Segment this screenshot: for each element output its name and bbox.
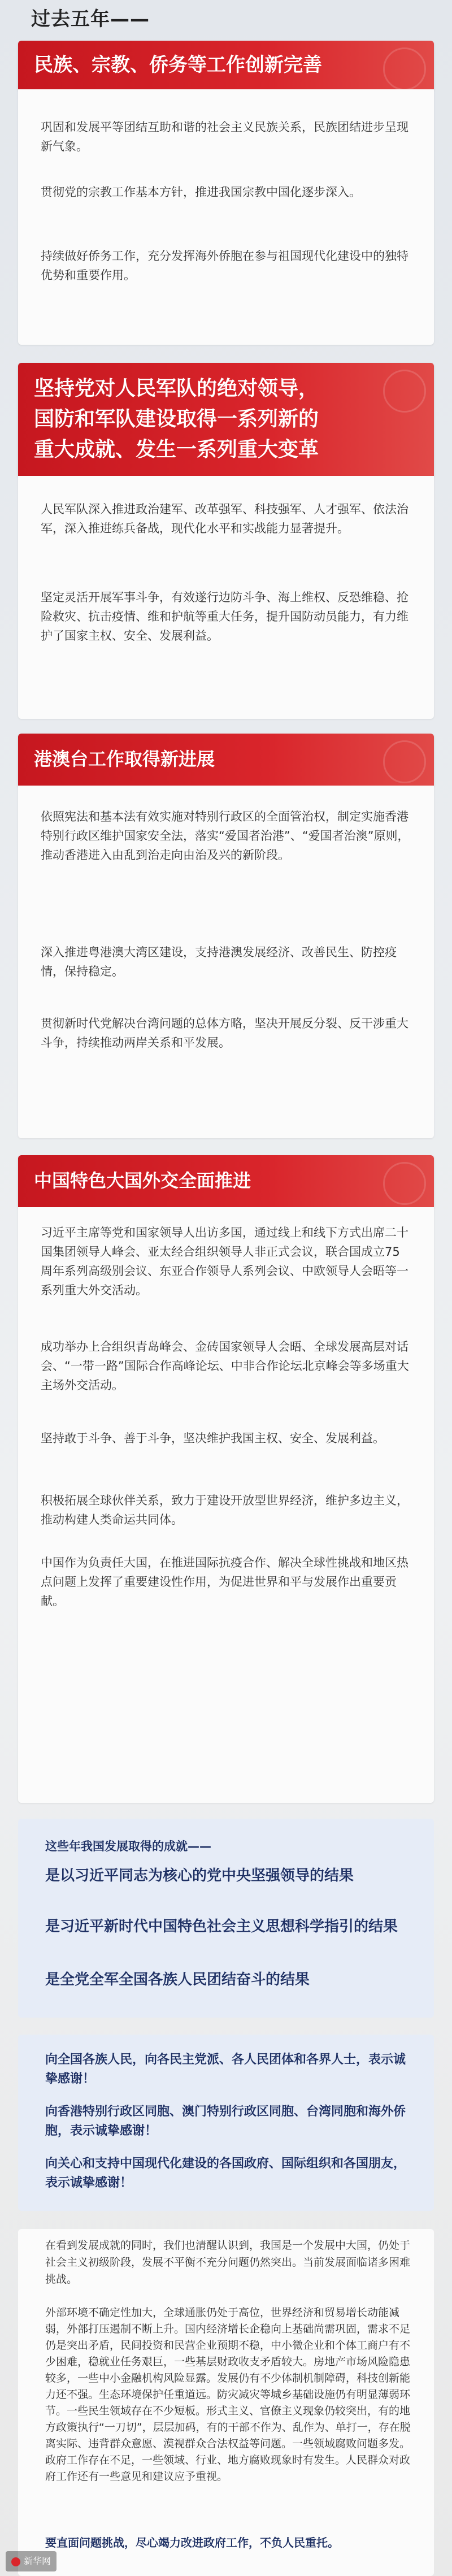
paragraph: 人民军队深入推进政治建军、改革强军、科技强军、人才强军、依法治军，深入推进练兵备战，现代化水平和实战能力显著提升。	[41, 502, 408, 535]
banner-line: 中国特色大国外交全面推进	[34, 1170, 251, 1191]
page-title: 过去五年——	[31, 8, 150, 31]
paragraph: 持续做好侨务工作，充分发挥海外侨胞在参与祖国现代化建设中的独特优势和重要作用。	[41, 249, 408, 282]
achievements-intro: 这些年我国发展取得的成就——	[45, 1840, 211, 1853]
watermark	[6, 2551, 56, 2571]
section-banner-military	[18, 363, 434, 476]
achievement-item: 是习近平新时代中国特色社会主义思想科学指引的结果	[45, 1918, 398, 1935]
paragraph: 贯彻新时代党解决台湾问题的总体方略，坚决开展反分裂、反干涉重大斗争，持续推动两岸关系和平发展。	[41, 1017, 408, 1050]
thanks-item: 向香港特别行政区同胞、澳门特别行政区同胞、台湾同胞和海外侨胞，表示诚挚感谢！	[45, 2105, 406, 2138]
banner-line: 重大成就、发生一系列重大变革	[34, 438, 319, 461]
section-banner-diplomacy	[18, 1155, 434, 1207]
closing-statement: 要直面问题挑战，尽心竭力改进政府工作，不负人民重托。	[45, 2536, 339, 2549]
achievement-item: 是以习近平同志为核心的党中央坚强领导的结果	[45, 1867, 354, 1884]
section-banner-ethnic-religious	[18, 41, 434, 89]
section-banner-hk-macao-taiwan	[18, 734, 434, 786]
paragraph: 巩固和发展平等团结互助和谐的社会主义民族关系，民族团结进步呈现新气象。	[41, 120, 408, 153]
paragraph: 深入推进粤港澳大湾区建设，支持港澳发展经济、改善民生、防控疫情，保持稳定。	[41, 946, 397, 978]
banner-line: 民族、宗教、侨务等工作创新完善	[34, 54, 322, 76]
achievements-card	[18, 1819, 434, 2018]
paragraph: 在看到发展成就的同时，我们也清醒认识到，我国是一个发展中大国，仍处于社会主义初级阶段，发展不平衡不充分问题仍然突出。当前发展面临诸多困难挑战。	[45, 2239, 411, 2286]
challenges-card	[18, 2229, 434, 2576]
section-card-hk-macao-taiwan	[18, 786, 434, 1138]
watermark-text: 新华网	[24, 2556, 51, 2566]
banner-line: 国防和军队建设取得一系列新的	[34, 407, 319, 431]
logo-icon	[11, 2557, 20, 2566]
thanks-card	[18, 2035, 434, 2211]
section-card-diplomacy	[18, 1207, 434, 1803]
paragraph: 贯彻党的宗教工作基本方针，推进我国宗教中国化逐步深入。	[41, 185, 361, 199]
paragraph: 外部环境不确定性加大，全球通胀仍处于高位，世界经济和贸易增长动能减弱，外部打压遏制不断上升。国内经济增长企稳向上基础尚需巩固，需求不足仍是突出矛盾，民间投资和民营企业预期不稳，中小微企业和个体工商户有不少困难，稳就业任务艰巨，一些基层财政收支矛盾较大。房地产市场风险隐患较多，一些中小金融机构风险显露。发展仍有不少体制机制障碍，科技创新能力还不强。生态环境保护任重道远。防灾减灾等城乡基础设施仍有明显薄弱环节。一些民生领域存在不少短板。形式主义、官僚主义现象仍较突出，有的地方政策执行“一刀切”，层层加码，有的干部不作为、乱作为、单打一，存在脱离实际、违背群众意愿、漠视群众合法权益等问题。一些领域腐败问题多发。政府工作存在不足，一些领域、行业、地方腐败现象时有发生。人民群众对政府工作还有一些意见和建议应予重视。	[45, 2306, 411, 2483]
achievement-item: 是全党全军全国各族人民团结奋斗的结果	[45, 1971, 310, 1988]
paragraph: 习近平主席等党和国家领导人出访多国，通过线上和线下方式出席二十国集团领导人峰会、亚太经合组织领导人非正式会议，联合国成立75周年系列高级别会议、东亚合作领导人系列会议、中欧领导人会晤等一系列重大外交活动。	[41, 1226, 408, 1297]
banner-line: 港澳台工作取得新进展	[34, 748, 215, 770]
paragraph: 依照宪法和基本法有效实施对特别行政区的全面管治权，制定实施香港特别行政区维护国家安全法，落实“爱国者治港”、“爱国者治澳”原则，推动香港进入由乱到治走向由治及兴的新阶段。	[41, 810, 410, 862]
paragraph: 中国作为负责任大国，在推进国际抗疫合作、解决全球性挑战和地区热点问题上发挥了重要建设性作用，为促进世界和平与发展作出重要贡献。	[41, 1556, 408, 1608]
banner-line: 坚持党对人民军队的绝对领导，	[34, 377, 319, 400]
section-card-ethnic-religious	[18, 89, 434, 345]
section-card-military	[18, 476, 434, 719]
paragraph: 坚持敢于斗争、善于斗争，坚决维护我国主权、安全、发展利益。	[41, 1432, 385, 1445]
paragraph: 积极拓展全球伙伴关系，致力于建设开放型世界经济，维护多边主义，推动构建人类命运共同体。	[41, 1494, 408, 1526]
paragraph: 成功举办上合组织青岛峰会、金砖国家领导人会晤、全球发展高层对话会、“一带一路”国际合作高峰论坛、中非合作论坛北京峰会等多场重大主场外交活动。	[41, 1340, 409, 1392]
thanks-item: 向关心和支持中国现代化建设的各国政府、国际组织和各国朋友，表示诚挚感谢！	[45, 2157, 406, 2190]
paragraph: 坚定灵活开展军事斗争，有效遂行边防斗争、海上维权、反恐维稳、抢险救灾、抗击疫情、维和护航等重大任务，提升国防动员能力，有力维护了国家主权、安全、发展利益。	[41, 591, 408, 643]
thanks-item: 向全国各族人民，向各民主党派、各人民团体和各界人士，表示诚挚感谢！	[45, 2053, 406, 2086]
